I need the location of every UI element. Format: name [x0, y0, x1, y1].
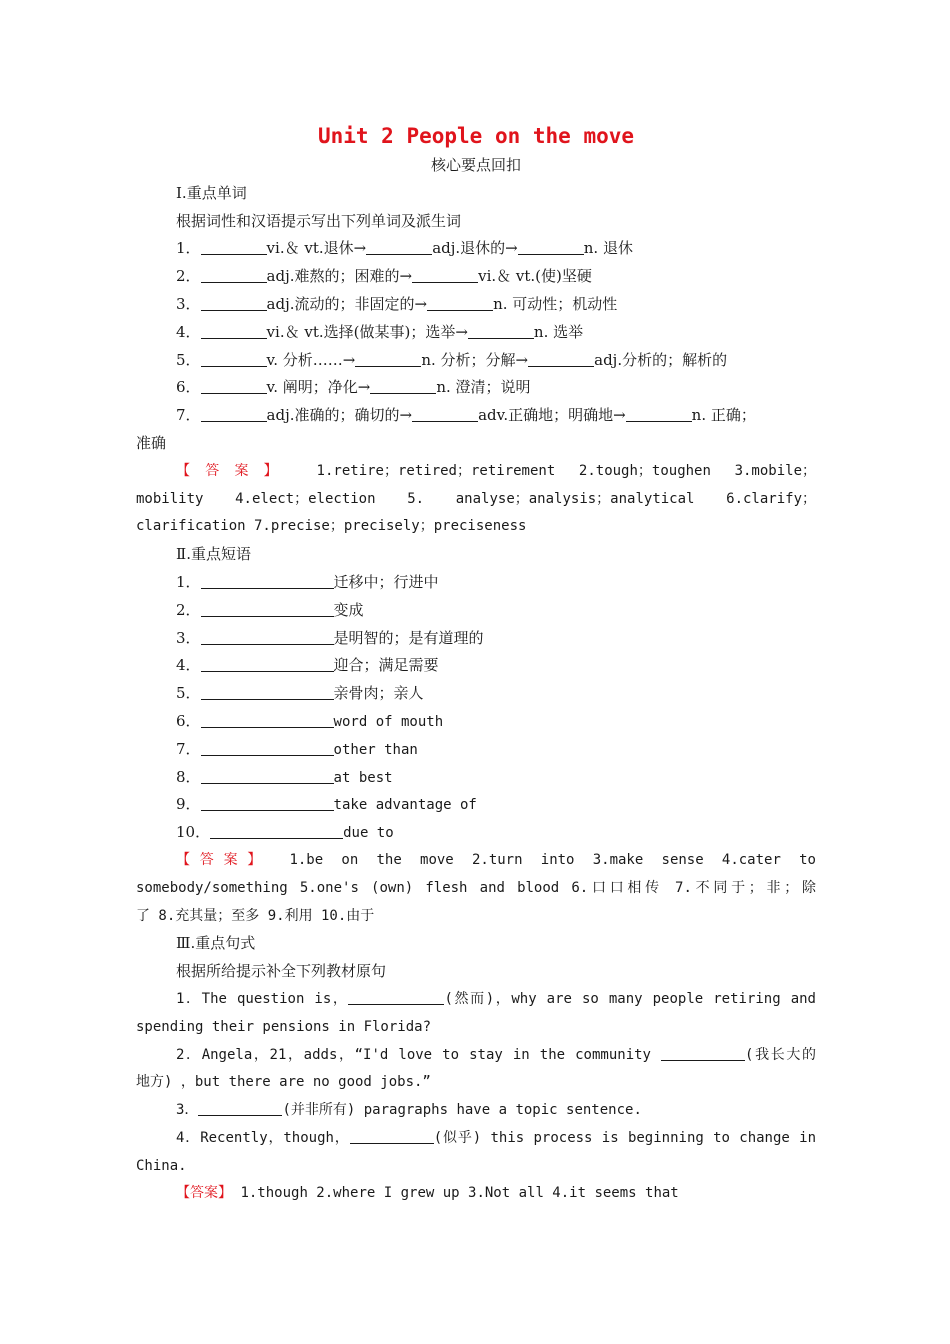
answer-tag: 【答案】 [176, 1185, 232, 1202]
word-item-6: 6． v. 阐明；净化→ n. 澄清；说明 [176, 378, 531, 397]
answer-2-line-2: somebody/something 5.one's (own) flesh and blood 6.口口相传 7.不同于；非；除 [136, 879, 816, 896]
phrase-item-10: 10． due to [176, 823, 394, 842]
answer-1-line-2: mobility 4.elect；election 5. analyse；analysis；analytical 6.clarify； [136, 490, 816, 507]
answer-tag: 【答案】 [176, 462, 293, 479]
answer-3-line: 【答案】 1.though 2.where I grew up 3.Not all 4.it seems that [176, 1185, 679, 1202]
section-1-instruction: 根据词性和汉语提示写出下列单词及派生词 [176, 211, 462, 230]
answer-2-line-3: 了 8.充其量；至多 9.利用 10.由于 [136, 907, 375, 924]
document-page [136, 120, 816, 1208]
word-item-7-cont: 准确 [136, 433, 167, 452]
phrase-item-6: 6． word of mouth [176, 711, 444, 730]
subtitle: 核心要点回扣 [430, 156, 521, 174]
sentence-item-4-cont: China. [136, 1157, 187, 1174]
section-3-heading: Ⅲ.重点句式 [176, 934, 256, 953]
phrase-item-4: 4． 迎合；满足需要 [176, 656, 439, 675]
sentence-item-1-cont: spending their pensions in Florida? [136, 1018, 432, 1035]
phrase-item-9: 9． take advantage of [176, 795, 477, 814]
sentence-item-2: 2．Angela，21，adds，“I'd love to stay in the community (我长大的 [176, 1046, 816, 1063]
answer-2-line-1: 【答案】 1.be on the move 2.turn into 3.make sense 4.cater to [176, 851, 816, 868]
phrase-item-2: 2． 变成 [176, 600, 364, 619]
word-item-5: 5． v. 分析……→ n. 分析；分解→ adj.分析的；解析的 [176, 350, 728, 369]
word-item-7: 7． adj.准确的；确切的→ adv.正确地；明确地→ n. 正确； [176, 406, 756, 425]
sentence-item-4: 4．Recently，though， (似乎) this process is beginning to change in [176, 1129, 816, 1146]
answer-1-line-3: clarification 7.precise；precisely；preciseness [136, 518, 527, 535]
phrase-item-7: 7． other than [176, 739, 418, 758]
phrase-item-1: 1． 迁移中；行进中 [176, 572, 439, 591]
section-1-heading: Ⅰ.重点单词 [176, 183, 247, 202]
phrase-item-3: 3． 是明智的；是有道理的 [176, 628, 484, 647]
answer-tag: 【答案】 [176, 851, 272, 868]
word-item-3: 3． adj.流动的；非固定的→ n. 可动性；机动性 [176, 294, 618, 313]
sentence-item-1: 1．The question is， (然而)，why are so many people retiring and [176, 990, 816, 1007]
section-2-heading: Ⅱ.重点短语 [176, 545, 251, 564]
sentence-item-3: 3． (并非所有) paragraphs have a topic sentence. [176, 1102, 642, 1119]
word-item-4: 4． vi.＆ vt.选择(做某事)；选举→ n. 选举 [176, 322, 584, 341]
phrase-item-5: 5． 亲骨肉；亲人 [176, 684, 424, 703]
section-3-instruction: 根据所给提示补全下列教材原句 [176, 962, 387, 981]
page-title: Unit 2 People on the move [317, 124, 635, 148]
sentence-item-2-cont: 地方) ，but there are no good jobs.” [136, 1074, 431, 1091]
word-item-1: 1． vi.＆ vt.退休→ adj.退休的→ n. 退休 [176, 239, 633, 258]
word-item-2: 2． adj.难熬的；困难的→ vi.＆ vt.(使)坚硬 [176, 267, 592, 286]
phrase-item-8: 8． at best [176, 767, 393, 786]
answer-1-line-1: 【答案】 1.retire；retired；retirement 2.tough；toughen 3.mobile； [176, 462, 816, 479]
